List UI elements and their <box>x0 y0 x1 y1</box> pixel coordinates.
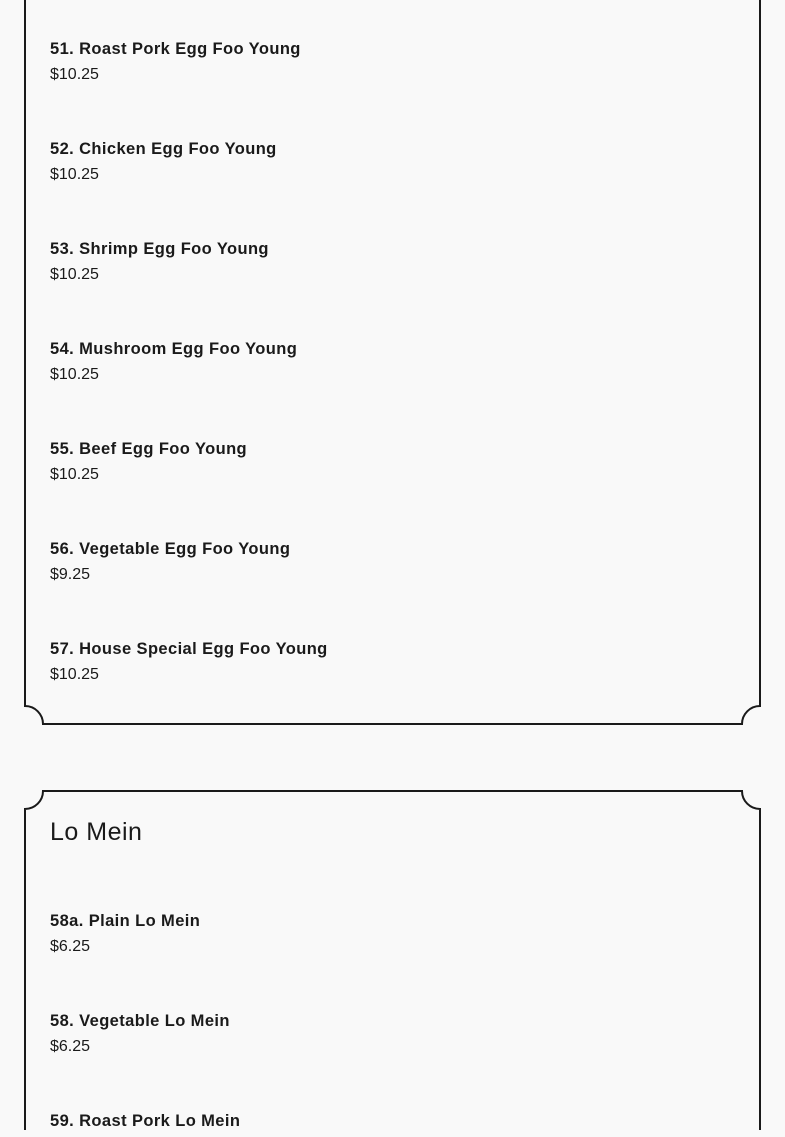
menu-item-name: 53. Shrimp Egg Foo Young <box>50 240 269 258</box>
menu-item[interactable] <box>50 639 328 685</box>
section-title: Lo Mein <box>50 818 143 846</box>
menu-section-lo-mein <box>24 790 761 1130</box>
menu-item-name: 59. Roast Pork Lo Mein <box>50 1112 241 1130</box>
menu-item-price: $6.25 <box>50 1038 91 1055</box>
menu-item-name: 56. Vegetable Egg Foo Young <box>50 540 291 558</box>
menu-item-price: $9.25 <box>50 566 91 583</box>
menu-item-price: $6.25 <box>50 938 91 955</box>
menu-item-price: $10.25 <box>50 366 99 383</box>
menu-item-name: 55. Beef Egg Foo Young <box>50 440 248 458</box>
menu-item-price: $10.25 <box>50 666 99 683</box>
menu-item-price: $10.25 <box>50 166 99 183</box>
menu-item[interactable] <box>50 539 290 585</box>
menu-item[interactable] <box>50 239 269 285</box>
menu-item[interactable] <box>50 1111 240 1137</box>
menu-item[interactable] <box>50 1011 230 1057</box>
menu-item-name: 57. House Special Egg Foo Young <box>50 640 328 658</box>
menu-item-price: $10.25 <box>50 66 99 83</box>
menu-item[interactable] <box>50 139 277 185</box>
menu-item[interactable] <box>50 39 301 85</box>
menu-item-name: 58. Vegetable Lo Mein <box>50 1012 230 1030</box>
menu-section-egg-foo-young <box>24 0 761 727</box>
menu-item-name: 52. Chicken Egg Foo Young <box>50 140 277 158</box>
menu-item-price: $10.25 <box>50 266 99 283</box>
menu-item-name: 58a. Plain Lo Mein <box>50 912 201 930</box>
menu-item-price: $10.25 <box>50 466 99 483</box>
menu-item[interactable] <box>50 439 247 485</box>
menu-item[interactable] <box>50 339 297 385</box>
menu-item[interactable] <box>50 911 200 957</box>
menu-item-name: 54. Mushroom Egg Foo Young <box>50 340 298 358</box>
menu-item-name: 51. Roast Pork Egg Foo Young <box>50 40 301 58</box>
